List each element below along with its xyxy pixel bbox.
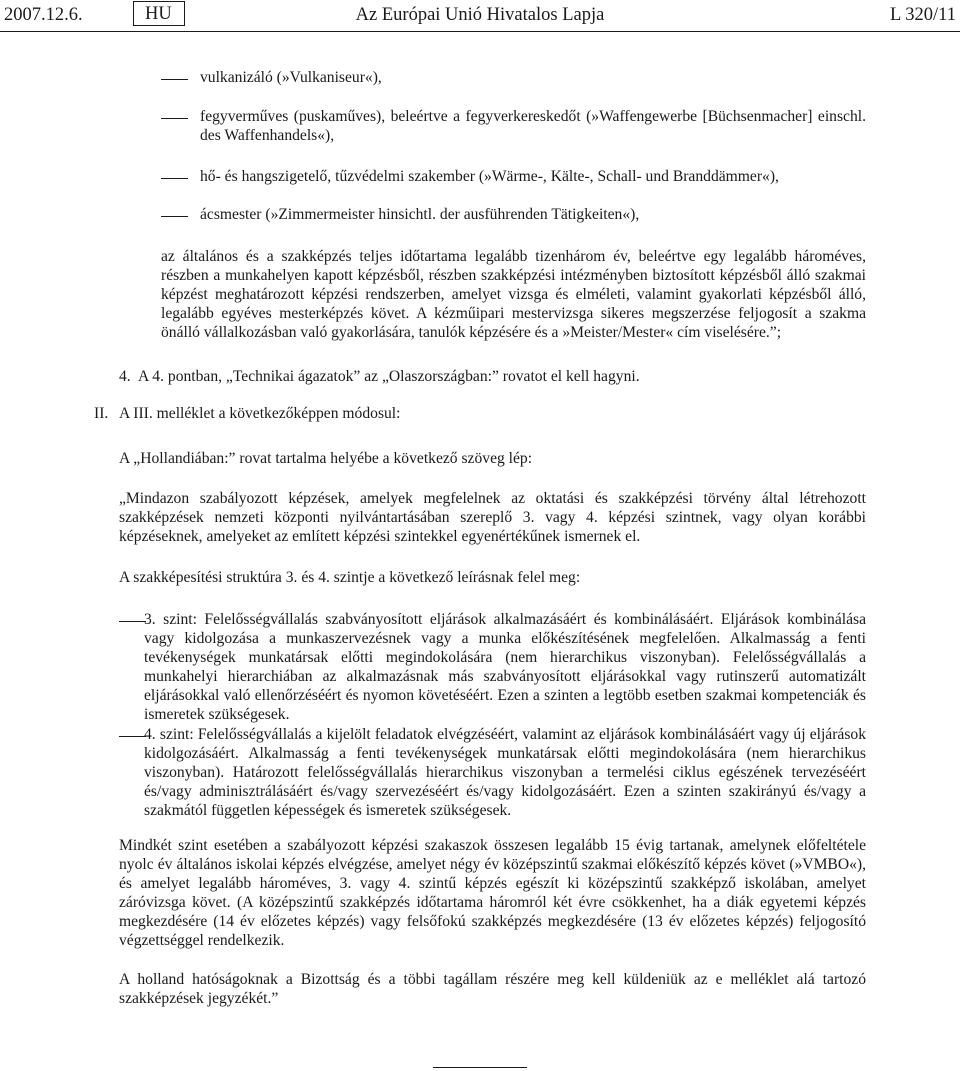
list-dash bbox=[119, 736, 146, 737]
footer-rule bbox=[433, 1067, 527, 1068]
list-item: ácsmester (»Zimmermeister hinsichtl. der ausführenden Tätigkeiten«), bbox=[200, 206, 640, 223]
item-number: 4. bbox=[119, 368, 131, 385]
section-text: A III. melléklet a következőképpen módosul: bbox=[119, 405, 401, 422]
level-3-description: 3. szint: Felelősségvállalás szabványosított eljárások alkalmazásáért és kombinálásáért. Eljárások kombinálása vagy kidolgozása a munkaszervezésnek vagy a munka előkészítésének megfelelően. Alkalmasság a fenti tevékenységek munkatársak előtti megindokolására (nem hierarchikus viszonyban). Felelősségvállalás a munkahelyi hierarchiában az alkalmazásnak más szabványosított eljárásokkal vagy rutinszerű automatizált eljárásokkal való ellenőrzéséért és nyomon követéséért. Ezen a szinten a legtöbb esetben szakmai kompetenciák és ismeretek szükségesek. bbox=[144, 611, 866, 723]
journal-title: Az Európai Unió Hivatalos Lapja bbox=[355, 5, 605, 25]
item-text: A 4. pontban, „Technikai ágazatok” az „Olaszországban:” rovatot el kell hagyni. bbox=[138, 368, 640, 385]
list-item: fegyverműves (puskaműves), beleértve a fegyverkereskedőt (»Waffengewerbe [Büchsenmacher] einschl. des Waffenhandels«), bbox=[200, 108, 866, 144]
paragraph-both-levels: Mindkét szint esetében a szabályozott képzési szakaszok összesen legalább 15 évig tartanak, amelynek előfeltétele nyolc év általános iskolai képzés elvégzése, amelyet négy év középszintű szakmai előkészítő képzés követ (»VMBO«), és amelyet legalább hároméves, 3. vagy 4. szintű képzés egészít ki középszintű szakképző iskolában, amelyet záróvizsga követ. (A középszintű szakképzés időtartama háromról két évre csökkenhet, ha a diák egyetemi képzés megkezdésére (14 év előzetes képzés) vagy felsőfokú szakképzés megkezdésére (13 év előzetes képzés) feljogosító végzettséggel rendelkezik. bbox=[119, 837, 866, 949]
section-number: II. bbox=[94, 405, 109, 422]
list-dash bbox=[119, 621, 146, 622]
list-dash bbox=[161, 79, 188, 80]
paragraph-netherlands-intro: A „Hollandiában:” rovat tartalma helyébe a következő szöveg lép: bbox=[119, 450, 533, 467]
paragraph-dutch-authorities: A holland hatóságoknak a Bizottság és a többi tagállam részére meg kell küldeniük az e melléklet alá tartozó szakképzések jegyzékét.” bbox=[119, 971, 866, 1007]
level-4-description: 4. szint: Felelősségvállalás a kijelölt feladatok elvégzéséért, valamint az eljárások kombinálásáért vagy új eljárások kidolgozásáért. Alkalmasság a fenti tevékenységek munkatársak előtti megindokolására (nem hierarchikus viszonyban). Határozott felelősségvállalás hierarchikus viszonyban a termelési ciklus egészének tervezéséért és/vagy adminisztrálásáért és/vagy szervezéséért és/vagy kidolgozásáért. Ezen a szinten szakirányú és/vagy a szakmától független képességek és ismeretek szükségesek. bbox=[144, 726, 866, 819]
paragraph-general-training: az általános és a szakképzés teljes időtartama legalább tizenhárom év, beleértve egy legalább hároméves, részben a munkahelyen kapott képzésből, részben szakképzési intézményben biztosított képzésből álló szakmai képzést meghatározott képzési rendszerben, amelyet vizsga és elméleti, valamint gyakorlati képzésből álló, legalább egyéves mesterképzés követ. A kézműipari mestervizsga sikeres megszerzése feljogosít a szakma önálló vállalkozásban való gyakorlására, tanulók képzésére és a »Meister/Mester« cím viselésére.”; bbox=[161, 248, 866, 341]
language-code-box: HU bbox=[133, 1, 185, 26]
list-item: hő- és hangszigetelő, tűzvédelmi szakember (»Wärme-, Kälte-, Schall- und Branddämmer«), bbox=[200, 168, 779, 185]
list-dash bbox=[161, 118, 188, 119]
paragraph-regulated-training: „Mindazon szabályozott képzések, amelyek megfelelnek az oktatási és szakképzési törvény által létrehozott szakképzések nemzeti központi nyilvántartásában szereplő 3. vagy 4. képzési szintnek, vagy olyan korábbi képzéseknek, amelyeket az említett képzési szintekkel egyenértékűnek ismernek el. bbox=[119, 490, 866, 545]
page-header bbox=[0, 0, 960, 34]
paragraph-structure-intro: A szakképesítési struktúra 3. és 4. szintje a következő leírásnak felel meg: bbox=[119, 569, 581, 586]
list-dash bbox=[161, 216, 188, 217]
page-reference: L 320/11 bbox=[890, 5, 956, 25]
publication-date: 2007.12.6. bbox=[4, 5, 83, 25]
list-dash bbox=[161, 178, 188, 179]
header-rule bbox=[0, 31, 960, 32]
list-item: vulkanizáló (»Vulkaniseur«), bbox=[200, 69, 382, 86]
